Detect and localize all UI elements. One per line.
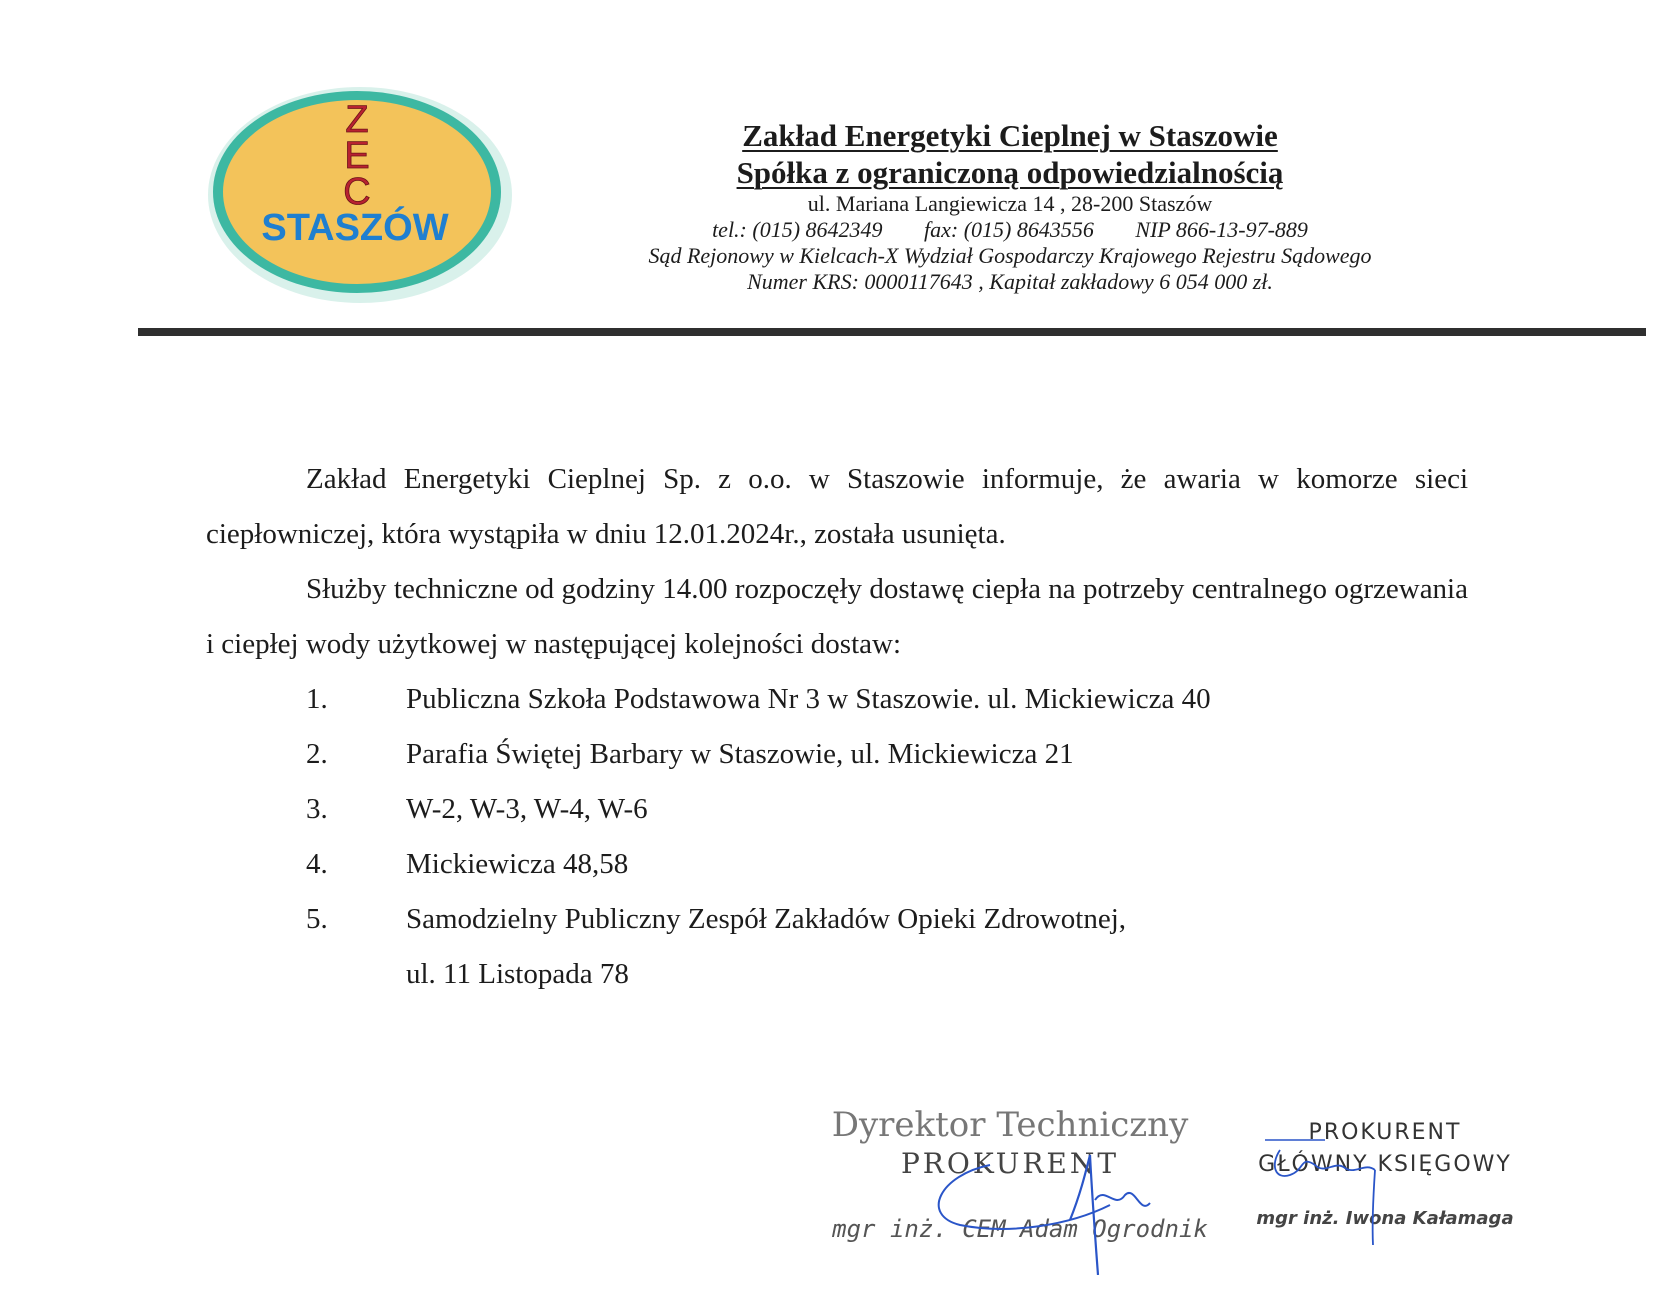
paragraph-1: Zakład Energetyki Cieplnej Sp. z o.o. w Staszowie informuje, że awaria w komorze sieci ciepłowniczej, która wystąpiła w dniu 12.01.2024r., została usunięta. [206,463,1468,550]
list-item-text: Parafia Świętej Barbary w Staszowie, ul. Mickiewicza 21 [406,738,1074,770]
letterhead [520,118,1500,295]
delivery-order-list [206,672,1468,947]
stamp-role: PROKURENT [900,1147,1120,1180]
paragraph-2: Służby techniczne od godziny 14.00 rozpoczęły dostawę ciepła na potrzeby centralnego ogrzewania i ciepłej wody użytkowej w następującej kolejności dostaw: [206,573,1468,660]
company-legal-form: Spółka z ograniczoną odpowiedzialnością [736,154,1284,190]
company-nip: NIP 866-13-97-889 [1135,217,1308,243]
list-item-number: 2. [306,738,328,770]
signature-stamp-technical-director [820,1105,1220,1275]
logo-city: STASZÓW [261,207,449,249]
list-item [206,782,1468,837]
logo-letter-z: Z [345,99,369,141]
list-item-number: 5. [306,903,328,935]
list-item [206,672,1468,727]
list-item-text: W-2, W-3, W-4, W-6 [406,793,648,825]
list-item-text: Publiczna Szkoła Podstawowa Nr 3 w Staszowie. ul. Mickiewicza 40 [406,683,1211,715]
stamp-role-2: GŁÓWNY KSIĘGOWY [1258,1152,1512,1177]
company-fax: fax: (015) 8643556 [924,217,1094,243]
company-court: Sąd Rejonowy w Kielcach-X Wydział Gospodarczy Krajowego Rejestru Sądowego [648,243,1372,269]
company-tel: tel.: (015) 8642349 [712,217,883,243]
company-logo [205,80,525,310]
stamp-title: Dyrektor Techniczny [831,1105,1189,1145]
signature-stamp-chief-accountant [1245,1120,1525,1260]
list-item-text: Mickiewicza 48,58 [406,848,629,880]
company-contacts [520,217,1500,243]
header-divider [138,328,1646,336]
list-item-number: 1. [306,683,328,715]
letter-body [206,452,1468,1002]
list-item [206,892,1468,947]
logo-letter-e: E [344,135,370,177]
list-item [206,727,1468,782]
list-item [206,837,1468,892]
stamp-role: PROKURENT [1308,1120,1462,1145]
list-item-text: Samodzielny Publiczny Zespół Zakładów Opieki Zdrowotnej, [406,903,1127,935]
list-item-number: 3. [306,793,328,825]
company-krs: Numer KRS: 0000117643 , Kapitał zakładowy 6 054 000 zł. [747,269,1273,295]
stamp-name: mgr inż. Iwona Kałamaga [1256,1208,1514,1229]
list-item-continuation: ul. 11 Listopada 78 [406,958,629,990]
company-address: ul. Mariana Langiewicza 14 , 28-200 Staszów [807,191,1213,217]
logo-letter-c: C [343,171,371,213]
list-item-number: 4. [306,848,328,880]
company-name: Zakład Energetyki Cieplnej w Staszowie [742,118,1278,153]
stamp-name: mgr inż. CEM Adam Ogrodnik [832,1215,1208,1243]
